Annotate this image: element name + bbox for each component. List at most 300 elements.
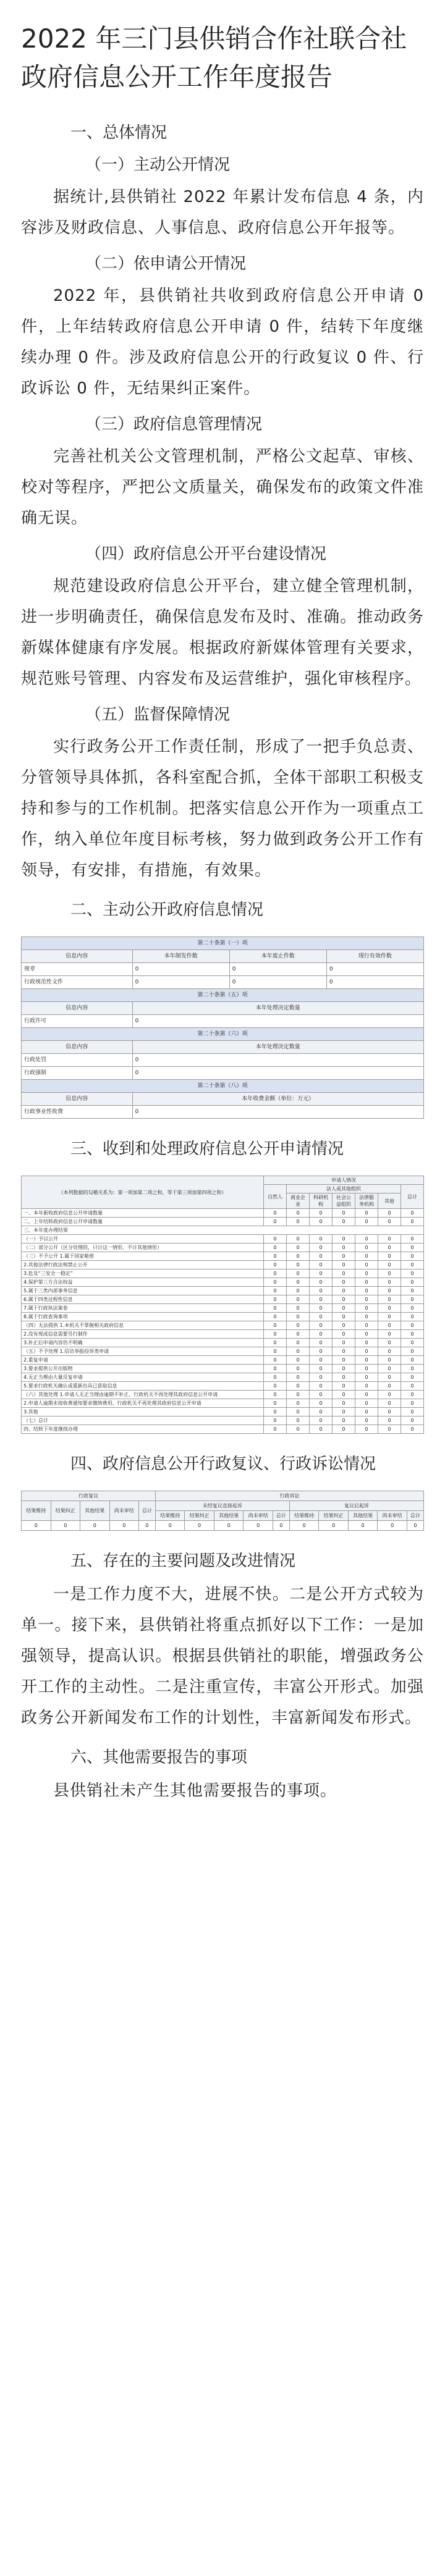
table2-cell: 0 xyxy=(401,1408,424,1416)
table1-cell: 0 xyxy=(132,976,229,989)
table2-cell: 0 xyxy=(287,1391,310,1399)
table2-cell: 0 xyxy=(378,1408,401,1416)
table2-cell: 0 xyxy=(355,1235,378,1244)
table2-cell: 0 xyxy=(401,1347,424,1356)
table1-cell: 0 xyxy=(132,963,229,976)
table2-cell: 0 xyxy=(333,1339,355,1347)
table2-cell: 0 xyxy=(264,1269,287,1278)
section-1-4-text: 规范建设政府信息公开平台，建立健全管理机制，进一步明确责任，确保信息发布及时、准确。推动政务新媒体健康有序发展。根据政府新媒体管理有关要求，规范账号管理、内容发布及运营维护，强化审核程序。 xyxy=(21,577,424,688)
table2-cell: 0 xyxy=(401,1218,424,1226)
table2-cell: 0 xyxy=(401,1373,424,1382)
table-row xyxy=(22,1226,424,1235)
table2-cell: 0 xyxy=(310,1347,333,1356)
section-3-heading: 三、收到和处理政府信息公开申请情况 xyxy=(70,1140,344,1158)
table2-cell: 0 xyxy=(287,1252,310,1261)
table2-cell: 0 xyxy=(310,1261,333,1269)
table2-cell: 0 xyxy=(287,1399,310,1408)
table2-row-label: 3.要求提供公开出版物 xyxy=(22,1365,264,1373)
table2-cell: 0 xyxy=(287,1347,310,1356)
table2-cell: 0 xyxy=(401,1313,424,1321)
table2-cell: 0 xyxy=(401,1391,424,1399)
table2-cell: 0 xyxy=(310,1269,333,1278)
table1-section-heading: 第二十条第（六）项 xyxy=(22,1028,424,1041)
table2-cell: 0 xyxy=(355,1408,378,1416)
table2-cell: 0 xyxy=(401,1269,424,1278)
table2-cell: 0 xyxy=(401,1287,424,1295)
table2-cell: 0 xyxy=(378,1339,401,1347)
table2-cell: 0 xyxy=(355,1287,378,1295)
table2-cell: 0 xyxy=(264,1235,287,1244)
table2-cell: 0 xyxy=(310,1278,333,1287)
table2-cell: 0 xyxy=(310,1339,333,1347)
section-6-text: 县供销社未产生其他需要报告的事项。 xyxy=(53,1782,337,1800)
table2-row-label: （五）不予处理 1.信访举报投诉类申请 xyxy=(22,1347,264,1356)
table2-cell: 0 xyxy=(310,1425,333,1434)
table1-col-header: 本年处理决定数量 xyxy=(132,1002,423,1015)
table3-col-header: 结果维持 xyxy=(155,1511,185,1521)
table-row xyxy=(22,1408,424,1416)
table2-cell: 0 xyxy=(264,1278,287,1287)
title-line-2: 政府信息公开工作年度报告 xyxy=(21,62,333,92)
table1-cell: 行政许可 xyxy=(22,1015,133,1028)
table1-cell: 0 xyxy=(132,1106,423,1119)
table-row xyxy=(22,1287,424,1295)
table2-cell: 0 xyxy=(378,1330,401,1339)
table2-cell: 0 xyxy=(333,1408,355,1416)
table-row xyxy=(22,1391,424,1399)
table2-row-label: 3.补正后申请内容仍不明确 xyxy=(22,1339,264,1347)
table-row xyxy=(22,1356,424,1365)
table2-cell: 0 xyxy=(264,1261,287,1269)
table2-cell: 0 xyxy=(310,1416,333,1425)
table-row xyxy=(22,1347,424,1356)
table2-cell: 0 xyxy=(378,1425,401,1434)
table2-cell: 0 xyxy=(287,1278,310,1287)
table1-cell: 规章 xyxy=(22,963,133,976)
table2-cell: 0 xyxy=(401,1209,424,1218)
table3-cell: 0 xyxy=(185,1521,214,1531)
table2-row-label: （三）不予公开 1.属于国家秘密 xyxy=(22,1252,264,1261)
table1-cell: 行政强制 xyxy=(22,1067,133,1080)
table2-cell: 0 xyxy=(355,1416,378,1425)
section-1-5-heading: （五）监督保障情况 xyxy=(85,705,231,724)
table2-legal-header: 法人或其他组织 xyxy=(287,1185,401,1193)
table3-cell: 0 xyxy=(348,1521,378,1531)
table2-cell: 0 xyxy=(355,1399,378,1408)
table2-row-label: （二）部分公开（区分处理的，只计这一情形，不计其他情形） xyxy=(22,1244,264,1252)
table2-cell: 0 xyxy=(355,1244,378,1252)
table2-cell: 0 xyxy=(310,1408,333,1416)
table2-cell: 0 xyxy=(264,1313,287,1321)
table2-cell: 0 xyxy=(264,1330,287,1339)
table2-cell: 0 xyxy=(310,1399,333,1408)
table2-cell: 0 xyxy=(378,1209,401,1218)
table2-body xyxy=(22,1209,424,1434)
table2-cell: 0 xyxy=(378,1244,401,1252)
table2-cell: 0 xyxy=(333,1391,355,1399)
table2-cell: 0 xyxy=(264,1399,287,1408)
table3-cell: 0 xyxy=(155,1521,185,1531)
table2-cell: 0 xyxy=(287,1304,310,1313)
table2-cell: 0 xyxy=(287,1218,310,1226)
table2-subcol-header: 科研机构 xyxy=(310,1193,333,1209)
table3-col-header: 其他结果 xyxy=(80,1501,110,1521)
table3-cell: 0 xyxy=(289,1521,319,1531)
table2-cell: 0 xyxy=(401,1252,424,1261)
table2-cell: 0 xyxy=(378,1347,401,1356)
table2-cell: 0 xyxy=(264,1391,287,1399)
table2-cell: 0 xyxy=(333,1365,355,1373)
table2-row-label: 2.重复申请 xyxy=(22,1356,264,1365)
table1-col-header: 本年废止件数 xyxy=(229,950,326,963)
table2-row-label: 4.保护第三方合法权益 xyxy=(22,1278,264,1287)
table2-cell: 0 xyxy=(401,1425,424,1434)
table2-row-label: 7.属于行政执法案卷 xyxy=(22,1304,264,1313)
section-1-2-heading: （二）依申请公开情况 xyxy=(85,255,247,273)
section-4-heading: 四、政府信息公开行政复议、行政诉讼情况 xyxy=(70,1455,376,1473)
table2-cell: 0 xyxy=(264,1244,287,1252)
table-row xyxy=(22,1304,424,1313)
table2-cell: 0 xyxy=(287,1382,310,1391)
table2-cell: 0 xyxy=(355,1330,378,1339)
table3-col-header: 结果纠正 xyxy=(51,1501,80,1521)
table2-cell: 0 xyxy=(378,1287,401,1295)
table1-col-header: 现行有效件数 xyxy=(326,950,423,963)
table2-cell: 0 xyxy=(401,1235,424,1244)
table-row xyxy=(22,1373,424,1382)
table2-cell: 0 xyxy=(310,1373,333,1382)
table1-cell: 0 xyxy=(132,1054,423,1067)
table2-cell: 0 xyxy=(355,1209,378,1218)
table2-cell: 0 xyxy=(401,1278,424,1287)
table2-cell: 0 xyxy=(378,1373,401,1382)
table-row xyxy=(22,1382,424,1391)
table2-row-label: 5.属于三类内部事务信息 xyxy=(22,1287,264,1295)
table1-col-header: 本年收费金额（单位：万元） xyxy=(132,1093,423,1106)
table3-col-header: 结果维持 xyxy=(289,1511,319,1521)
table2-cell: 0 xyxy=(310,1287,333,1295)
table2-cell: 0 xyxy=(378,1235,401,1244)
table2-row-label: 二、上年结转政府信息公开申请数量 xyxy=(22,1218,264,1226)
table2-row-label: 2.其他法律行政法规禁止公开 xyxy=(22,1261,264,1269)
table2-cell: 0 xyxy=(287,1261,310,1269)
table2-cell: 0 xyxy=(333,1209,355,1218)
table2-cell: 0 xyxy=(378,1295,401,1304)
table2-cell: 0 xyxy=(287,1339,310,1347)
table3-cell: 0 xyxy=(244,1521,273,1531)
table1-col-header: 本年处理决定数量 xyxy=(132,1041,423,1054)
table2-cell: 0 xyxy=(287,1416,310,1425)
table2-cell: 0 xyxy=(378,1365,401,1373)
table2-row-label: 2.没有现成信息需要另行制作 xyxy=(22,1330,264,1339)
table2-subcol-header: 法律服务机构 xyxy=(355,1193,378,1209)
table2-subcol-header: 商业企业 xyxy=(287,1193,310,1209)
table2-applicant-header: 申请人情况 xyxy=(264,1176,424,1185)
table2-cell: 0 xyxy=(333,1425,355,1434)
table2-row-label: （四）无法提供 1.本机关不掌握相关政府信息 xyxy=(22,1321,264,1330)
table-row xyxy=(22,1295,424,1304)
table2-cell: 0 xyxy=(355,1261,378,1269)
table-row xyxy=(22,1235,424,1244)
table2-cell: 0 xyxy=(310,1304,333,1313)
table2-cell: 0 xyxy=(333,1295,355,1304)
table2-cell: 0 xyxy=(287,1330,310,1339)
table2-cell: 0 xyxy=(378,1278,401,1287)
table2-cell: 0 xyxy=(355,1252,378,1261)
table2-cell: 0 xyxy=(264,1321,287,1330)
table2-cell: 0 xyxy=(401,1365,424,1373)
table2-cell: 0 xyxy=(401,1339,424,1347)
table3-cell: 0 xyxy=(273,1521,289,1531)
table2-cell: 0 xyxy=(287,1209,310,1218)
table2-cell: 0 xyxy=(378,1313,401,1321)
table2-cell: 0 xyxy=(401,1399,424,1408)
section-5-heading: 五、存在的主要问题及改进情况 xyxy=(70,1552,296,1570)
table1-cell: 0 xyxy=(132,1015,423,1028)
table2-cell: 0 xyxy=(264,1252,287,1261)
table2-cell: 0 xyxy=(264,1356,287,1365)
table2-cell: 0 xyxy=(287,1295,310,1304)
table2-cell: 0 xyxy=(401,1321,424,1330)
table-row xyxy=(22,1321,424,1330)
section-5-text: 一是工作力度不大，进展不快。二是公开方式较为单一。接下来，县供销社将重点抓好以下工作：一是加强领导，提高认识。根据县供销社的职能，增强政务公开工作的主动性。二是注重宣传，丰富公开形式。加强政务公开新闻发布工作的计划性，丰富新闻发布形式。 xyxy=(21,1585,424,1727)
table3-col-header: 结果纠正 xyxy=(319,1511,349,1521)
table2-row-label: （七）总计 xyxy=(22,1416,264,1425)
table1-section-heading: 第二十条第（八）项 xyxy=(22,1080,424,1093)
table3-cell: 0 xyxy=(319,1521,349,1531)
table3-col-header: 尚未审结 xyxy=(109,1501,139,1521)
table3-col-header: 结果维持 xyxy=(22,1501,51,1521)
table2-cell: 0 xyxy=(264,1408,287,1416)
table2-cell: 0 xyxy=(287,1235,310,1244)
table3-col-header: 尚未审结 xyxy=(378,1511,407,1521)
table1-section-heading: 第二十条第（五）项 xyxy=(22,989,424,1002)
table2-cell: 0 xyxy=(333,1382,355,1391)
table2-cell: 0 xyxy=(355,1218,378,1226)
table2-cell: 0 xyxy=(310,1391,333,1399)
table1-col-header: 信息内容 xyxy=(22,950,133,963)
table2-cell: 0 xyxy=(310,1235,333,1244)
table3-cell: 0 xyxy=(407,1521,423,1531)
table2-cell: 0 xyxy=(264,1416,287,1425)
table2-cell: 0 xyxy=(264,1287,287,1295)
table2-cell: 0 xyxy=(378,1261,401,1269)
table2-cell: 0 xyxy=(355,1373,378,1382)
table3-cell: 0 xyxy=(22,1521,51,1531)
table2-cell: 0 xyxy=(333,1373,355,1382)
table2-cell: 0 xyxy=(378,1304,401,1313)
table2-cell: 0 xyxy=(333,1416,355,1425)
table2-cell: 0 xyxy=(401,1304,424,1313)
table3-col-header: 尚未审结 xyxy=(244,1511,273,1521)
table2-cell: 0 xyxy=(355,1382,378,1391)
table2-row-label: 一、本年新收政府信息公开申请数量 xyxy=(22,1209,264,1218)
table2-cell: 0 xyxy=(355,1347,378,1356)
table3-col-header: 总计 xyxy=(407,1511,423,1521)
table-row xyxy=(22,1425,424,1434)
table-row xyxy=(22,1330,424,1339)
table2-cell: 0 xyxy=(333,1287,355,1295)
section-1-1-text: 据统计,县供销社 2022 年累计发布信息 4 条，内容涉及财政信息、人事信息、政府信息公开年报等。 xyxy=(21,188,424,237)
table2-cell: 0 xyxy=(264,1295,287,1304)
table2-row-label: 3.其他 xyxy=(22,1408,264,1416)
table1-col-header: 信息内容 xyxy=(22,1041,133,1054)
table2-cell: 0 xyxy=(264,1347,287,1356)
table3-col-header: 结果纠正 xyxy=(185,1511,214,1521)
table3-cell: 0 xyxy=(51,1521,80,1531)
table2-cell: 0 xyxy=(378,1252,401,1261)
table2-cell: 0 xyxy=(287,1287,310,1295)
table2-cell: 0 xyxy=(401,1416,424,1425)
table2-cell: 0 xyxy=(310,1218,333,1226)
table2-cell: 0 xyxy=(355,1304,378,1313)
table3-cell: 0 xyxy=(109,1521,139,1531)
table-row xyxy=(22,1399,424,1408)
table-row xyxy=(22,1339,424,1347)
table2-cell: 0 xyxy=(310,1356,333,1365)
table2-cell: 0 xyxy=(401,1261,424,1269)
table2-cell: 0 xyxy=(333,1235,355,1244)
table1-cell: 0 xyxy=(229,963,326,976)
table1-cell: 0 xyxy=(229,976,326,989)
table2-cell: 0 xyxy=(264,1365,287,1373)
table2-cell: 0 xyxy=(378,1356,401,1365)
table2-cell: 0 xyxy=(264,1304,287,1313)
table2-row-label: （一）予以公开 xyxy=(22,1235,264,1244)
section-1-2-text: 2022 年，县供销社共收到政府信息公开申请 0 件，上年结转政府信息公开申请 0 件，结转下年度继续办理 0 件。涉及政府信息公开的行政复议 0 件、行政诉讼 0 件，无结果纠正案件。 xyxy=(21,287,424,398)
table-row xyxy=(22,1269,424,1278)
table2-cell: 0 xyxy=(355,1269,378,1278)
table2-row-label: 6.属于四类过程性信息 xyxy=(22,1295,264,1304)
table2-row-label: 三、本年度办理结果 xyxy=(22,1226,424,1235)
table2-cell: 0 xyxy=(333,1321,355,1330)
table-row xyxy=(22,1365,424,1373)
table3-review-header: 行政复议 xyxy=(22,1491,156,1501)
section-1-3-text: 完善社机关公文管理机制，严格公文起草、审核、校对等程序，严把公文质量关，确保发布的政策文件准确无误。 xyxy=(21,447,424,528)
table2-cell: 0 xyxy=(378,1218,401,1226)
table2-cell: 0 xyxy=(264,1339,287,1347)
table2-row-label: 4.无正当理由大量反复申请 xyxy=(22,1373,264,1382)
table2-subcol-header: 其他 xyxy=(378,1193,401,1209)
table2-row-label: （六）其他处理 1.申请人无正当理由逾期不补正、行政机关不再处理其政府信息公开申请 xyxy=(22,1391,264,1399)
table-row xyxy=(22,1252,424,1261)
table2-cell: 0 xyxy=(287,1244,310,1252)
table3-col-header: 其他结果 xyxy=(348,1511,378,1521)
table2-cell: 0 xyxy=(264,1209,287,1218)
table2-total-header: 总计 xyxy=(401,1185,424,1209)
table-row xyxy=(22,1209,424,1218)
table1-cell: 行政事业性收费 xyxy=(22,1106,133,1119)
table2-cell: 0 xyxy=(355,1278,378,1287)
section-1-4-heading: （四）政府信息公开平台建设情况 xyxy=(85,545,327,563)
table2-cell: 0 xyxy=(355,1391,378,1399)
table3-col-header: 总计 xyxy=(273,1511,289,1521)
table2-row-label: 3.危及“三安全一稳定” xyxy=(22,1269,264,1278)
table2-cell: 0 xyxy=(264,1382,287,1391)
review-litigation-table xyxy=(21,1491,424,1531)
table-row xyxy=(22,1261,424,1269)
table2-cell: 0 xyxy=(287,1425,310,1434)
table-row xyxy=(22,1278,424,1287)
table2-cell: 0 xyxy=(287,1365,310,1373)
table2-cell: 0 xyxy=(333,1218,355,1226)
section-1-heading: 一、总体情况 xyxy=(70,124,167,142)
table1-cell: 0 xyxy=(326,963,423,976)
table2-cell: 0 xyxy=(355,1356,378,1365)
table2-cell: 0 xyxy=(310,1330,333,1339)
table1-cell: 0 xyxy=(326,976,423,989)
table2-cell: 0 xyxy=(378,1321,401,1330)
table2-cell: 0 xyxy=(333,1261,355,1269)
table2-cell: 0 xyxy=(333,1278,355,1287)
application-handling-table xyxy=(21,1176,424,1434)
table2-cell: 0 xyxy=(378,1391,401,1399)
table2-cell: 0 xyxy=(310,1209,333,1218)
table-row xyxy=(22,1416,424,1425)
table3-after-review-header: 复议后起诉 xyxy=(289,1501,423,1511)
table1-section-heading: 第二十条第（一）项 xyxy=(22,937,424,950)
table2-row-label: 8.属于行政查询事项 xyxy=(22,1313,264,1321)
table2-cell: 0 xyxy=(401,1295,424,1304)
table1-cell: 行政规范性文件 xyxy=(22,976,133,989)
table2-cell: 0 xyxy=(378,1269,401,1278)
table-row xyxy=(22,1313,424,1321)
table2-cell: 0 xyxy=(287,1269,310,1278)
table2-cell: 0 xyxy=(310,1321,333,1330)
table2-cell: 0 xyxy=(287,1373,310,1382)
table2-cell: 0 xyxy=(355,1321,378,1330)
table2-cell: 0 xyxy=(264,1218,287,1226)
table2-cell: 0 xyxy=(401,1244,424,1252)
table3-cell: 0 xyxy=(214,1521,244,1531)
table2-cell: 0 xyxy=(310,1244,333,1252)
table2-cell: 0 xyxy=(310,1252,333,1261)
report-title xyxy=(21,20,424,96)
table1-col-header: 信息内容 xyxy=(22,1002,133,1015)
table1-cell: 0 xyxy=(132,1067,423,1080)
section-1-1-heading: （一）主动公开情况 xyxy=(85,156,231,174)
table2-cell: 0 xyxy=(310,1295,333,1304)
table2-cell: 0 xyxy=(333,1244,355,1252)
table2-cell: 0 xyxy=(401,1382,424,1391)
table2-cell: 0 xyxy=(378,1416,401,1425)
table2-natural-header: 自然人 xyxy=(264,1185,287,1209)
table2-row-label: 四、结转下年度继续办理 xyxy=(22,1425,264,1434)
table-row xyxy=(22,1218,424,1226)
table3-cell: 0 xyxy=(139,1521,156,1531)
table3-cell: 0 xyxy=(378,1521,407,1531)
table3-col-header: 总计 xyxy=(139,1501,156,1521)
table3-litigation-header: 行政诉讼 xyxy=(155,1491,423,1501)
table2-cell: 0 xyxy=(333,1347,355,1356)
table2-cell: 0 xyxy=(287,1356,310,1365)
section-2-heading: 二、主动公开政府信息情况 xyxy=(70,901,264,919)
table2-cell: 0 xyxy=(355,1365,378,1373)
table2-cell: 0 xyxy=(310,1313,333,1321)
table2-cell: 0 xyxy=(310,1365,333,1373)
table2-cell: 0 xyxy=(333,1399,355,1408)
table2-cell: 0 xyxy=(378,1382,401,1391)
table3-col-header: 其他结果 xyxy=(214,1511,244,1521)
table2-cell: 0 xyxy=(333,1304,355,1313)
table1-cell: 行政处罚 xyxy=(22,1054,133,1067)
table2-cell: 0 xyxy=(401,1356,424,1365)
table2-cell: 0 xyxy=(310,1382,333,1391)
table2-cell: 0 xyxy=(378,1399,401,1408)
proactive-disclosure-table xyxy=(21,937,424,1119)
table2-cell: 0 xyxy=(355,1295,378,1304)
table2-row-label: 2.申请人逾期未按收费通知要求缴纳费用、行政机关不再处理其政府信息公开申请 xyxy=(22,1399,264,1408)
